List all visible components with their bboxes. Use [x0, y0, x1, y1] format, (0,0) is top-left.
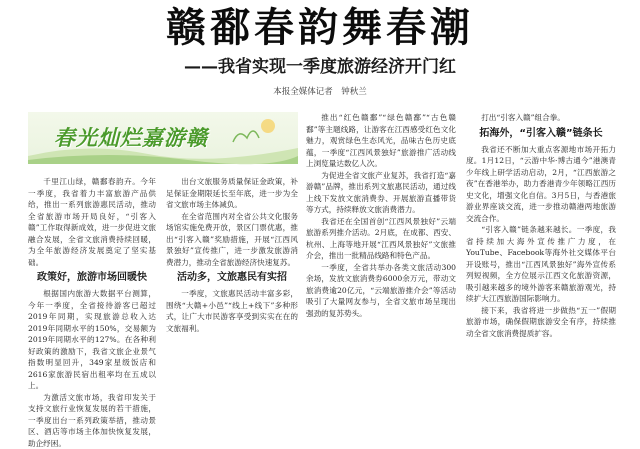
column-3 [306, 112, 456, 423]
column-4 [466, 112, 616, 423]
paragraph: 在全省范围内对全省公共文化服务场馆实施免费开放，景区门票优惠，推出“引客入赣”奖励措施，开展“江西风景独好”宣传推广，进一步激发旅游消费潜力，推动全省旅游经济快速复苏。 [166, 211, 298, 269]
paragraph: “引客入赣”链条越来越长。一季度，我省持续加大海外宣传推广力度，在YouTube、Facebook等海外社交媒体平台开设账号，推出“江西风景独好”海外宣传系列短视频，全方位展示江西文化旅游资源，吸引越来越多的境外游客来赣旅游观光，持续扩大江西旅游国际影响力。 [466, 224, 616, 305]
banner-title: 春光灿烂嘉游赣 [54, 122, 208, 152]
paragraph: 推出“红色赣鄱”“绿色赣鄱”“古色赣鄱”等主题线路，让游客在江西感受红色文化魅力，观赏绿色生态风光，品味古色历史底蕴，一季度“江西风景独好”旅游推广活动线上浏览量达数亿人次。 [306, 112, 456, 170]
subheadline: ——我省实现一季度旅游经济开门红 [140, 56, 500, 78]
paragraph: 我省还在全国首创“江西风景独好”云端旅游系列推介活动。2月底，在成都、西安、杭州、上海等地开展“江西风景独好”文旅推介会，推出一批精品线路和特色产品。 [306, 216, 456, 262]
headline: 赣鄱春韵舞春潮 [120, 6, 520, 50]
feature-banner [28, 112, 298, 164]
column-2 [166, 176, 298, 423]
paragraph: 根据国内旅游大数据平台测算，今年一季度，全省接待游客已超过2019年同期，实现旅游总收入达2019年同期水平的150%，交易额为2019年同期水平的127%。在各种利好政策的激励下，我省文旅企业景气指数明显回升，349家星级饭店和2616家旅游民宿出租率均在五成以上。 [28, 288, 156, 392]
section-heading: 活动多，文旅惠民有实招 [166, 270, 298, 286]
paragraph: 一季度，文旅惠民活动丰富多彩，围绕“大赣+小邑”“线上+线下”多种形式，让广大市民游客享受到实实在在的文旅福利。 [166, 288, 298, 334]
paragraph: 打出“引客入赣”组合拳。 [466, 112, 616, 124]
paragraph: 我省还不断加大重点客源地市场开拓力度。1月12日，“云游中华·博古通今”港澳青少年线上研学活动启动，2月，“江西旅游之夜”在香港举办，助力香港青少年领略江西历史文化，增强文化自信。3月5日，与香港旅游业界座谈交流，进一步推动赣港两地旅游交流合作。 [466, 144, 616, 225]
paragraph: 接下来，我省将进一步做热“五一”假期旅游市场，确保假期旅游安全有序，持续推动全省文旅消费提质扩容。 [466, 305, 616, 340]
paragraph: 出台文旅服务质量保证金政策，补足保证金期限延长至年底，进一步为全省文旅市场主体减负。 [166, 176, 298, 211]
column-1 [28, 176, 156, 423]
paragraph: 一季度，全省共举办各类文旅活动300余场，发放文旅消费券6000余万元，带动文旅消费逾20亿元，“云端旅游推介会”等活动吸引了大量网友参与，全省文旅市场呈现出强劲的复苏势头。 [306, 262, 456, 320]
paragraph: 为激活文旅市场，我省印发关于支持文旅行业恢复发展的若干措施，一季度出台一系列政策举措，推动景区、酒店等市场主体加快恢复发展，助企纾困。 [28, 392, 156, 449]
section-heading: 政策好，旅游市场回暖快 [28, 270, 156, 286]
byline: 本报全媒体记者 钟秋兰 [230, 86, 410, 98]
section-heading: 拓海外，“引客入赣”链条长 [466, 126, 616, 142]
paragraph: 千里江山绿，赣鄱春韵卉。今年一季度，我省着力丰富旅游产品供给，推出一系列旅游惠民活动，推动全省旅游市场开局良好，“引客入赣”工作取得新成效，进一步促进文旅融合发展，全省文旅消费持续回暖，为全年旅游经济发展奠定了坚实基础。 [28, 176, 156, 268]
paragraph: 为促进全省文旅产业复苏，我省打造“嘉游赣”品牌，推出系列文旅惠民活动，通过线上线下发放文旅消费券、开展旅游直播带货等方式，持续释放文旅消费潜力。 [306, 170, 456, 216]
